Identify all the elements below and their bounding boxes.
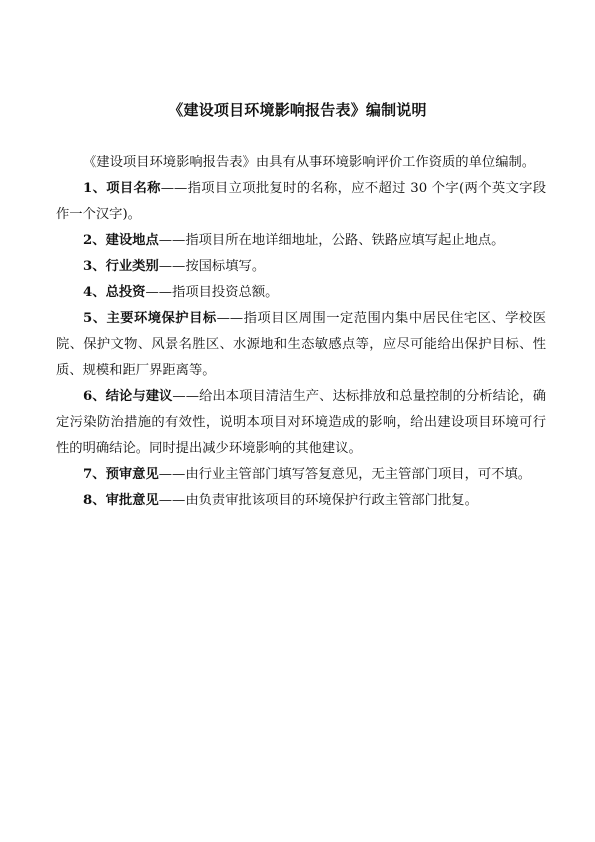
item-term: 建设地点 (105, 233, 159, 248)
item-term: 总投资 (105, 285, 146, 300)
item-term: 主要环境保护目标 (106, 311, 217, 326)
item-project-name (56, 176, 546, 228)
item-description: ——给出本项目清洁生产、达标排放和总量控制的分析结论，确定污染防治措施的有效性，说明本项目对环境造成的影响，给出建设项目环境可行性的明确结论。同时提出减少环境影响的其他建议。 (56, 389, 546, 456)
item-term: 项目名称 (106, 181, 161, 196)
item-description: ——指项目投资总额。 (145, 285, 279, 300)
item-description: ——指项目所在地详细地址，公路、铁路应填写起止地点。 (158, 233, 505, 248)
item-term: 预审意见 (105, 467, 159, 482)
item-description: ——由行业主管部门填写答复意见，无主管部门项目，可不填。 (158, 467, 532, 482)
item-protection-targets (56, 306, 546, 384)
item-term: 结论与建议 (105, 389, 173, 404)
item-term: 审批意见 (105, 493, 159, 508)
item-number: 7、 (83, 467, 106, 482)
document-body (56, 150, 546, 514)
item-description: ——指项目区周围一定范围内集中居民住宅区、学校医院、保护文物、风景名胜区、水源地和生态敏感点等，应尽可能给出保护目标、性质、规模和距厂界距离等。 (56, 311, 546, 378)
item-conclusions (56, 384, 546, 462)
item-number: 3、 (83, 259, 106, 274)
item-number: 1、 (83, 181, 107, 196)
item-construction-site (56, 228, 546, 254)
document-title: 《建设项目环境影响报告表》编制说明 (168, 101, 427, 119)
item-description: ——由负责审批该项目的环境保护行政主管部门批复。 (158, 493, 478, 508)
item-approval (56, 488, 546, 514)
item-description: ——指项目立项批复时的名称，应不超过 30 个字(两个英文字段作一个汉字)。 (56, 181, 547, 222)
item-description: ——按国标填写。 (158, 259, 266, 274)
item-total-investment (56, 280, 546, 306)
item-term: 行业类别 (105, 259, 159, 274)
item-number: 5、 (83, 311, 107, 326)
intro-paragraph: 《建设项目环境影响报告表》由具有从事环境影响评价工作资质的单位编制。 (83, 155, 536, 170)
item-pre-review (56, 462, 546, 488)
item-industry-category (56, 254, 546, 280)
item-number: 6、 (83, 389, 106, 404)
item-number: 2、 (83, 233, 106, 248)
item-number: 4、 (83, 285, 106, 300)
item-number: 8、 (83, 493, 106, 508)
